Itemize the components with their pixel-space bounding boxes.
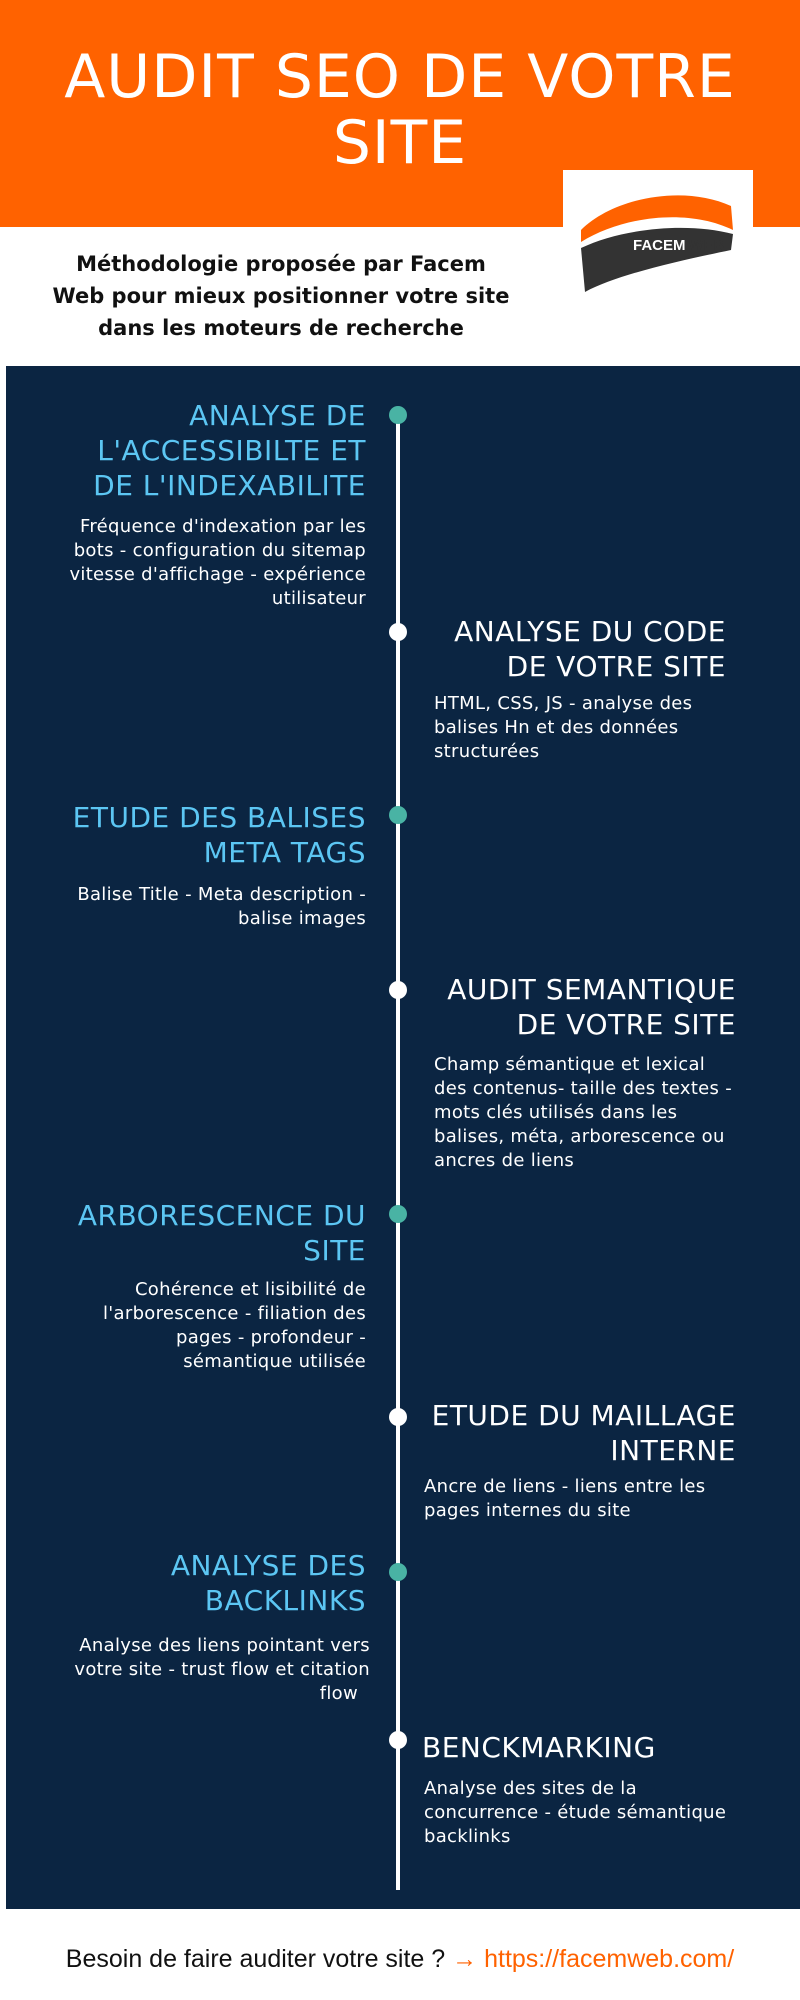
facem-web-logo[interactable] bbox=[563, 170, 753, 305]
step-5-desc-line: l'arborescence - filiation des bbox=[102, 1303, 366, 1324]
timeline-dot-icon bbox=[389, 1205, 407, 1223]
step-4-title bbox=[420, 972, 736, 1042]
subtitle-line-3: dans les moteurs de recherche bbox=[98, 316, 464, 340]
timeline-dot-icon bbox=[389, 1408, 407, 1426]
timeline-dot-icon bbox=[389, 806, 407, 824]
subtitle bbox=[30, 248, 532, 344]
logo-text-web: WEB bbox=[689, 237, 724, 254]
step-2-desc-line: HTML, CSS, JS - analyse des bbox=[434, 693, 693, 714]
step-1-description bbox=[40, 515, 366, 611]
step-1-desc-line: Fréquence d'indexation par les bbox=[79, 516, 366, 537]
footer-text: Besoin de faire auditer votre site ? bbox=[65, 1945, 446, 1973]
subtitle-line-2: Web pour mieux positionner votre site bbox=[52, 284, 510, 308]
step-8-desc-line: Analyse des sites de la bbox=[424, 1778, 637, 1799]
step-4-desc-line: ancres de liens bbox=[434, 1150, 575, 1171]
step-7-desc-line: flow bbox=[319, 1683, 358, 1704]
step-5-title-line: ARBORESCENCE DU bbox=[77, 1199, 366, 1232]
step-4-title-line: DE VOTRE SITE bbox=[516, 1008, 736, 1041]
timeline-dot-icon bbox=[389, 623, 407, 641]
step-7-desc-line: votre site - trust flow et citation bbox=[74, 1659, 370, 1680]
step-8-desc-line: backlinks bbox=[424, 1826, 511, 1847]
footer-link[interactable]: https://facemweb.com/ bbox=[484, 1945, 735, 1973]
step-3-description bbox=[40, 883, 366, 931]
footer-cta bbox=[0, 1945, 800, 1974]
step-4-title-line: AUDIT SEMANTIQUE bbox=[447, 973, 736, 1006]
timeline-dot-icon bbox=[389, 981, 407, 999]
step-2-desc-line: structurées bbox=[434, 741, 540, 762]
step-3-desc-line: balise images bbox=[238, 908, 366, 929]
step-1-title-line: ANALYSE DE bbox=[189, 399, 366, 432]
step-3-desc-line: Balise Title - Meta description - bbox=[77, 884, 366, 905]
step-4-desc-line: Champ sémantique et lexical bbox=[434, 1054, 706, 1075]
subtitle-line-1: Méthodologie proposée par Facem bbox=[76, 252, 486, 276]
timeline-dot-icon bbox=[389, 1731, 407, 1749]
step-5-desc-line: Cohérence et lisibilité de bbox=[134, 1279, 366, 1300]
step-1-title-line: DE L'INDEXABILITE bbox=[93, 469, 366, 502]
step-5-title bbox=[40, 1198, 366, 1268]
step-8-title-line: BENCKMARKING bbox=[422, 1731, 656, 1764]
arrow-right-icon: → bbox=[452, 1945, 478, 1973]
step-4-description bbox=[434, 1053, 774, 1173]
step-2-title-line: ANALYSE DU CODE bbox=[454, 615, 726, 648]
step-7-desc-line: Analyse des liens pointant vers bbox=[79, 1635, 370, 1656]
step-7-title-line: ANALYSE DES bbox=[170, 1549, 366, 1582]
step-6-title-line: ETUDE DU MAILLAGE bbox=[431, 1399, 736, 1432]
step-2-description bbox=[434, 692, 754, 764]
logo-text-facem: FACEM bbox=[633, 237, 686, 254]
step-4-desc-line: balises, méta, arborescence ou bbox=[434, 1126, 725, 1147]
step-3-title-line: ETUDE DES BALISES bbox=[72, 801, 366, 834]
step-1-desc-line: bots - configuration du sitemap bbox=[73, 540, 366, 561]
step-7-description bbox=[40, 1634, 370, 1706]
step-1-desc-line: vitesse d'affichage - expérience bbox=[69, 564, 366, 585]
step-5-description bbox=[40, 1278, 366, 1374]
step-1-title-line: L'ACCESSIBILTE ET bbox=[97, 434, 366, 467]
logo-swoosh-icon bbox=[563, 170, 753, 305]
step-2-title bbox=[420, 614, 726, 684]
step-6-desc-line: pages internes du site bbox=[424, 1500, 631, 1521]
step-5-desc-line: pages - profondeur - bbox=[176, 1327, 366, 1348]
page-title bbox=[0, 44, 800, 176]
step-2-desc-line: balises Hn et des données bbox=[434, 717, 679, 738]
step-5-desc-line: sémantique utilisée bbox=[183, 1351, 366, 1372]
step-7-title-line: BACKLINKS bbox=[204, 1584, 366, 1617]
step-3-title bbox=[40, 800, 366, 870]
step-5-title-line: SITE bbox=[303, 1234, 366, 1267]
step-8-desc-line: concurrence - étude sémantique bbox=[424, 1802, 727, 1823]
step-6-title bbox=[410, 1398, 736, 1468]
timeline-dot-icon bbox=[389, 1563, 407, 1581]
step-4-desc-line: mots clés utilisés dans les bbox=[434, 1102, 678, 1123]
step-8-title bbox=[422, 1730, 772, 1765]
step-2-title-line: DE VOTRE SITE bbox=[506, 650, 726, 683]
timeline-dot-icon bbox=[389, 406, 407, 424]
step-6-desc-line: Ancre de liens - liens entre les bbox=[424, 1476, 706, 1497]
step-3-title-line: META TAGS bbox=[203, 836, 366, 869]
title-line-2: SITE bbox=[332, 108, 468, 178]
step-4-desc-line: des contenus- taille des textes - bbox=[434, 1078, 733, 1099]
step-6-title-line: INTERNE bbox=[610, 1434, 736, 1467]
title-line-1: AUDIT SEO DE VOTRE bbox=[64, 42, 736, 112]
step-1-title bbox=[40, 398, 366, 503]
step-8-description bbox=[424, 1777, 774, 1849]
step-6-description bbox=[424, 1475, 764, 1523]
step-1-desc-line: utilisateur bbox=[271, 588, 366, 609]
step-7-title bbox=[40, 1548, 366, 1618]
